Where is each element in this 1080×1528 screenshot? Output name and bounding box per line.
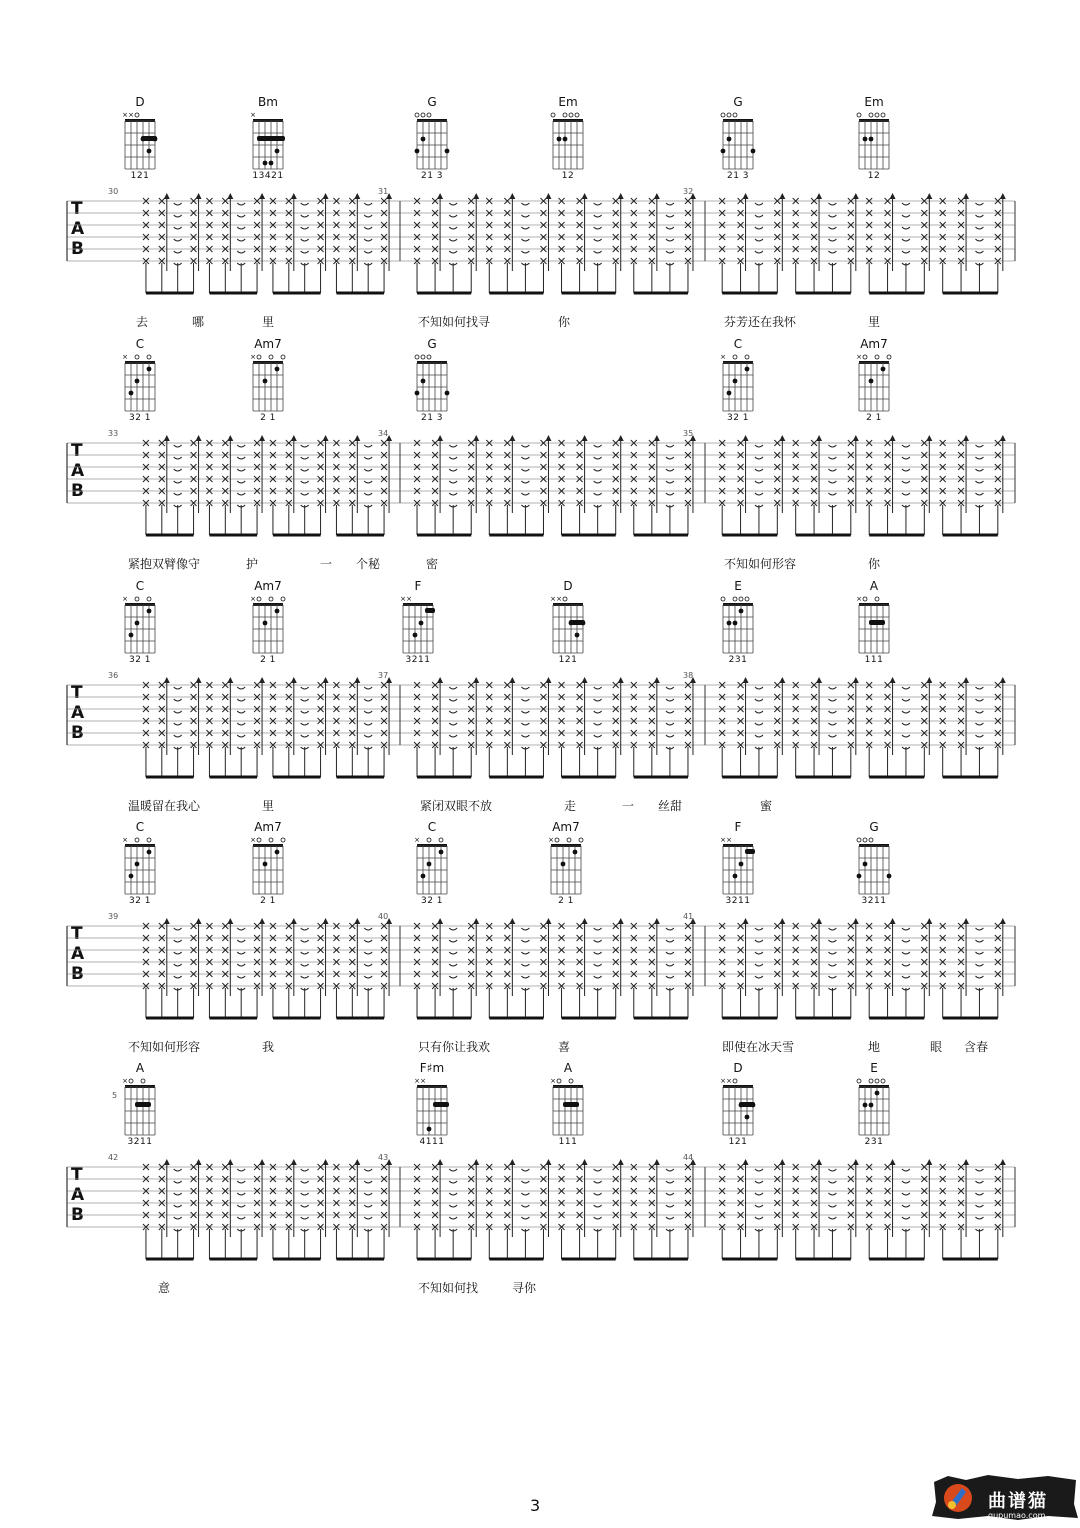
lyric-text: 你 — [868, 557, 881, 571]
measure-number: 38 — [683, 671, 694, 680]
lyric-text: 即使在冰天雪 — [722, 1040, 795, 1054]
chord-name: F — [734, 820, 742, 834]
chord-diagram — [716, 353, 762, 415]
lyric-text: 不知如何形容 — [128, 1040, 201, 1054]
lyric-text: 护 — [246, 557, 259, 571]
chord-name: F♯m — [419, 1061, 445, 1075]
svg-text:×: × — [856, 353, 862, 361]
tab-staff — [60, 433, 1020, 543]
tab-clef-letter: B — [71, 481, 84, 501]
chord-fingering: 32 1 — [128, 655, 152, 665]
chord-name: F — [414, 579, 422, 593]
lyric-text: 蜜 — [760, 799, 773, 813]
chord-diagram — [546, 1077, 592, 1139]
lyric-text: 含春 — [964, 1040, 989, 1054]
chord-fingering: 121 — [130, 171, 150, 181]
tab-clef-letter: B — [71, 964, 84, 984]
lyric-text: 只有你让我欢 — [418, 1040, 491, 1054]
chord-fingering: 2 1 — [260, 655, 276, 665]
chord-fingering: 111 — [558, 1137, 578, 1147]
logo-subtext: qupumao.com — [988, 1511, 1046, 1520]
measure-number: 32 — [683, 187, 694, 196]
lyric-text: 紧闭双眼不放 — [420, 799, 493, 813]
chord-name: G — [733, 95, 743, 109]
chord-diagram — [410, 353, 456, 415]
chord-diagram — [852, 595, 898, 657]
chord-fingering: 13421 — [252, 171, 284, 181]
lyric-text: 喜 — [558, 1040, 571, 1054]
svg-text:×: × — [250, 111, 256, 119]
svg-text:×: × — [720, 1077, 726, 1085]
measure-number: 40 — [378, 912, 389, 921]
chord-diagram — [852, 836, 898, 898]
chord-fingering: 3211 — [127, 1137, 153, 1147]
svg-text:×: × — [420, 1077, 426, 1085]
chord-diagram — [852, 111, 898, 173]
tab-clef-letter: A — [71, 461, 85, 481]
chord-name: D — [733, 1061, 743, 1075]
chord-fingering: 32 1 — [128, 413, 152, 423]
chord-fingering: 4111 — [419, 1137, 445, 1147]
tab-clef-letter: T — [71, 683, 83, 703]
chord-fingering: 2 1 — [866, 413, 882, 423]
chord-fingering: 3211 — [405, 655, 431, 665]
measure-number: 41 — [683, 912, 694, 921]
chord-fingering: 121 — [728, 1137, 748, 1147]
svg-text:×: × — [550, 1077, 556, 1085]
chord-diagram — [716, 836, 762, 898]
chord-fingering: 121 — [558, 655, 578, 665]
chord-name: A — [869, 579, 879, 593]
chord-fingering: 21 3 — [420, 413, 444, 423]
chord-name: G — [427, 337, 437, 351]
svg-text:×: × — [856, 595, 862, 603]
lyric-text: 不知如何形容 — [724, 557, 797, 571]
chord-name: C — [733, 337, 743, 351]
chord-fingering: 2 1 — [260, 413, 276, 423]
lyric-text: 去 — [136, 315, 149, 329]
lyric-text: 地 — [868, 1040, 881, 1054]
lyric-text: 一 — [622, 799, 635, 813]
lyric-text: 走 — [564, 799, 577, 813]
lyric-text: 密 — [426, 557, 439, 571]
chord-diagram — [546, 111, 592, 173]
tab-clef-letter: T — [71, 924, 83, 944]
chord-name: C — [135, 579, 145, 593]
lyric-text: 芬芳还在我怀 — [724, 315, 797, 329]
svg-text:×: × — [250, 353, 256, 361]
chord-name: Am7 — [552, 820, 580, 834]
lyric-text: 温暖留在我心 — [128, 799, 201, 813]
svg-text:×: × — [122, 836, 128, 844]
measure-number: 36 — [108, 671, 119, 680]
tab-clef-letter: A — [71, 1185, 85, 1205]
lyric-text: 紧抱双臂像守 — [128, 557, 201, 571]
tab-staff — [60, 916, 1020, 1026]
svg-text:×: × — [122, 111, 128, 119]
logo-text: 曲谱猫 — [988, 1491, 1048, 1512]
chord-diagram — [716, 595, 762, 657]
chord-diagram — [544, 836, 590, 898]
tab-clef-letter: A — [71, 944, 85, 964]
chord-fingering: 231 — [728, 655, 748, 665]
chord-diagram — [118, 836, 164, 898]
chord-name: Am7 — [860, 337, 888, 351]
chord-fingering: 2 1 — [558, 896, 574, 906]
chord-fingering: 3211 — [861, 896, 887, 906]
svg-text:×: × — [128, 111, 134, 119]
lyric-text: 寻你 — [512, 1281, 537, 1295]
lyric-text: 个秘 — [356, 557, 381, 571]
chord-diagram — [410, 1077, 456, 1139]
chord-name: D — [135, 95, 145, 109]
tab-clef-letter: T — [71, 1165, 83, 1185]
tab-clef-letter: A — [71, 703, 85, 723]
lyric-text: 哪 — [192, 315, 205, 329]
lyric-text: 我 — [262, 1040, 275, 1054]
svg-text:×: × — [726, 836, 732, 844]
svg-text:×: × — [414, 836, 420, 844]
svg-text:×: × — [250, 595, 256, 603]
svg-text:×: × — [122, 353, 128, 361]
chord-fingering: 12 — [561, 171, 575, 181]
chord-fingering: 21 3 — [726, 171, 750, 181]
chord-name: C — [135, 337, 145, 351]
tab-system — [0, 820, 1080, 1062]
svg-text:×: × — [720, 836, 726, 844]
tab-staff — [60, 191, 1020, 301]
chord-diagram — [118, 353, 164, 415]
chord-diagram — [246, 111, 292, 173]
tab-clef-letter: T — [71, 441, 83, 461]
chord-fingering: 3211 — [725, 896, 751, 906]
measure-number: 39 — [108, 912, 119, 921]
lyric-text: 意 — [158, 1281, 171, 1295]
chord-diagram — [546, 595, 592, 657]
svg-text:×: × — [122, 595, 128, 603]
svg-text:×: × — [414, 1077, 420, 1085]
tab-system — [0, 579, 1080, 821]
measure-number: 31 — [378, 187, 389, 196]
measure-number: 37 — [378, 671, 389, 680]
chord-diagram — [118, 595, 164, 657]
chord-fingering: 2 1 — [260, 896, 276, 906]
tab-clef-letter: A — [71, 219, 85, 239]
chord-diagram — [246, 836, 292, 898]
tab-clef-letter: T — [71, 199, 83, 219]
chord-diagram — [118, 111, 164, 173]
lyric-text: 里 — [262, 315, 275, 329]
chord-name: G — [427, 95, 437, 109]
measure-number: 30 — [108, 187, 119, 196]
tab-system — [0, 1061, 1080, 1303]
chord-diagram — [396, 595, 442, 657]
lyric-text: 你 — [558, 315, 571, 329]
chord-fingering: 32 1 — [420, 896, 444, 906]
tab-clef-letter: B — [71, 1205, 84, 1225]
chord-name: Am7 — [254, 579, 282, 593]
svg-text:×: × — [550, 595, 556, 603]
chord-diagram — [246, 595, 292, 657]
chord-name: Em — [558, 95, 578, 109]
chord-fingering: 21 3 — [420, 171, 444, 181]
svg-text:×: × — [556, 595, 562, 603]
chord-name: A — [135, 1061, 145, 1075]
svg-text:×: × — [726, 1077, 732, 1085]
chord-diagram — [410, 836, 456, 898]
chord-name: D — [563, 579, 573, 593]
measure-number: 33 — [108, 429, 119, 438]
measure-number: 35 — [683, 429, 694, 438]
page-number: 3 — [530, 1496, 541, 1515]
chord-fingering: 32 1 — [128, 896, 152, 906]
tab-clef-letter: B — [71, 239, 84, 259]
measure-number: 34 — [378, 429, 389, 438]
lyric-text: 不知如何找 — [418, 1281, 479, 1295]
lyric-text: 里 — [868, 315, 881, 329]
svg-text:×: × — [122, 1077, 128, 1085]
chord-diagram — [118, 1077, 164, 1139]
chord-name: G — [869, 820, 879, 834]
svg-text:×: × — [400, 595, 406, 603]
lyric-text: 不知如何找寻 — [418, 315, 491, 329]
chord-fingering: 231 — [864, 1137, 884, 1147]
lyric-text: 里 — [262, 799, 275, 813]
chord-diagram — [852, 1077, 898, 1139]
tab-staff — [60, 675, 1020, 785]
chord-fingering: 12 — [867, 171, 881, 181]
tab-staff — [60, 1157, 1020, 1267]
measure-number: 43 — [378, 1153, 389, 1162]
chord-name: Am7 — [254, 337, 282, 351]
lyric-text: 眼 — [930, 1040, 943, 1054]
chord-name: E — [870, 1061, 878, 1075]
chord-diagram — [852, 353, 898, 415]
chord-name: Am7 — [254, 820, 282, 834]
chord-diagram — [246, 353, 292, 415]
chord-name: C — [427, 820, 437, 834]
lyric-text: 一 — [320, 557, 333, 571]
measure-number: 42 — [108, 1153, 119, 1162]
svg-text:×: × — [406, 595, 412, 603]
chord-name: C — [135, 820, 145, 834]
chord-fingering: 111 — [864, 655, 884, 665]
chord-name: A — [563, 1061, 573, 1075]
chord-fingering: 32 1 — [726, 413, 750, 423]
chord-diagram — [716, 111, 762, 173]
lyric-text: 丝甜 — [658, 799, 683, 813]
svg-text:×: × — [250, 836, 256, 844]
chord-name: Em — [864, 95, 884, 109]
tab-system — [0, 95, 1080, 337]
tab-clef-letter: B — [71, 723, 84, 743]
svg-text:×: × — [720, 353, 726, 361]
fret-label: 5 — [112, 1091, 118, 1100]
chord-name: Bm — [258, 95, 278, 109]
svg-text:×: × — [548, 836, 554, 844]
chord-diagram — [410, 111, 456, 173]
chord-name: E — [734, 579, 742, 593]
chord-diagram — [716, 1077, 762, 1139]
tab-system — [0, 337, 1080, 579]
measure-number: 44 — [683, 1153, 694, 1162]
